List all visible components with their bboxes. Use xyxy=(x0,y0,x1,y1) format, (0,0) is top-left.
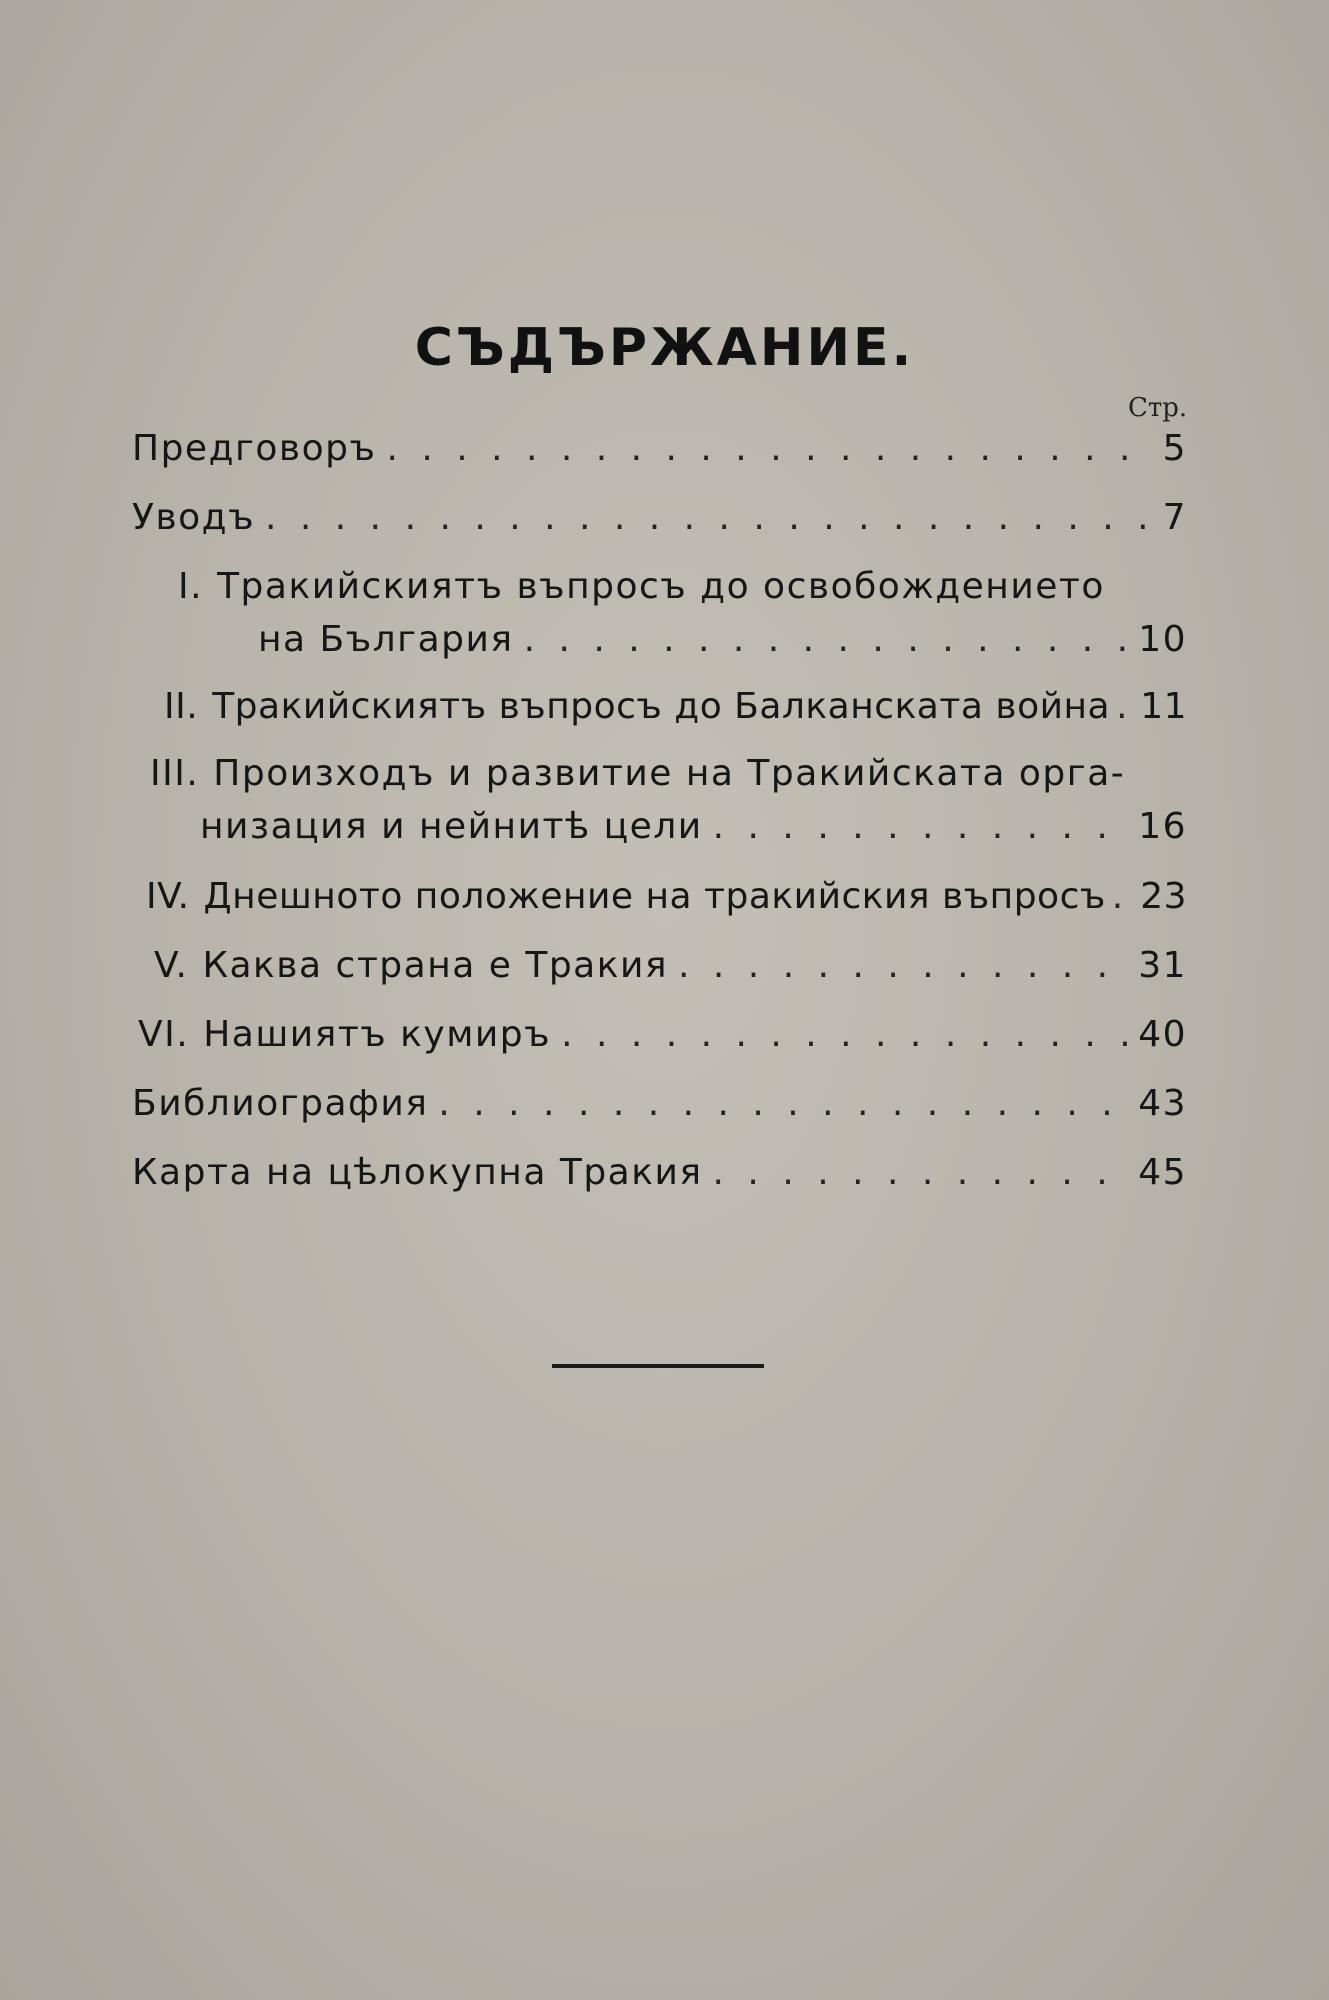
toc-entry-label: Тракийскиятъ въпросъ до Балканската война xyxy=(212,686,1111,727)
toc-entry-page: 10 xyxy=(1138,619,1187,660)
toc-entry-map xyxy=(132,1152,1187,1193)
dot-leader xyxy=(265,497,1153,538)
toc-entry-label: Библиография xyxy=(132,1083,429,1124)
toc-entry-introduction xyxy=(132,497,1187,538)
toc-entry-bibliography xyxy=(132,1083,1187,1124)
toc-entry-page: 5 xyxy=(1162,428,1187,469)
dot-leader xyxy=(678,945,1128,986)
toc-entry-page: 11 xyxy=(1140,686,1187,727)
toc-entry-page: 7 xyxy=(1162,497,1187,538)
dot-leader xyxy=(1112,876,1134,917)
toc-entry-label: Уводъ xyxy=(132,497,256,538)
toc-entry-preface xyxy=(132,428,1187,469)
toc-entry-roman: III. xyxy=(150,753,200,794)
toc-entry-roman: I. xyxy=(178,566,204,607)
toc-entry-label-continued: на България xyxy=(258,619,514,660)
toc-entry-roman: V. xyxy=(154,945,189,986)
dot-leader xyxy=(713,1152,1129,1193)
toc-entry-roman: IV. xyxy=(146,876,190,917)
dot-leader xyxy=(561,1014,1128,1055)
closing-rule xyxy=(552,1364,764,1368)
toc-entry-label: Произходъ и развитие на Тракийската орга- xyxy=(213,753,1126,794)
toc-entry-label: Нашиятъ кумиръ xyxy=(203,1014,552,1055)
page-title: СЪДЪРЖАНИЕ. xyxy=(414,318,915,378)
toc-entry-roman: II. xyxy=(164,686,199,727)
dot-leader xyxy=(713,806,1129,847)
toc-entry-chapter-3-line-1 xyxy=(150,753,1150,794)
toc-entry-chapter-6 xyxy=(138,1014,1187,1055)
page-column-label: Стр. xyxy=(1128,393,1188,423)
toc-entry-label: Карта на цѣлокупна Тракия xyxy=(132,1152,703,1193)
toc-entry-page: 45 xyxy=(1138,1152,1187,1193)
dot-leader xyxy=(386,428,1152,469)
toc-entry-label: Предговоръ xyxy=(132,428,377,469)
toc-entry-label-continued: низация и нейнитѣ цели xyxy=(200,806,703,847)
toc-entry-page: 23 xyxy=(1140,876,1187,917)
toc-entry-page: 16 xyxy=(1138,806,1187,847)
toc-entry-label: Тракийскиятъ въпросъ до освобождението xyxy=(217,566,1105,607)
toc-entry-chapter-2 xyxy=(164,686,1187,727)
toc-entry-page: 43 xyxy=(1138,1083,1187,1124)
dot-leader xyxy=(1116,686,1134,727)
dot-leader xyxy=(438,1083,1128,1124)
toc-entry-roman: VI. xyxy=(138,1014,190,1055)
toc-entry-chapter-4 xyxy=(146,876,1187,917)
toc-entry-label: Каква страна е Тракия xyxy=(202,945,669,986)
toc-entry-chapter-3-line-2 xyxy=(200,806,1187,847)
toc-entry-page: 40 xyxy=(1138,1014,1187,1055)
toc-entry-chapter-1-line-1 xyxy=(178,566,1138,607)
toc-entry-chapter-1-line-2 xyxy=(258,619,1187,660)
dot-leader xyxy=(524,619,1129,660)
toc-entry-page: 31 xyxy=(1138,945,1187,986)
toc-entry-chapter-5 xyxy=(154,945,1187,986)
toc-entry-label: Днешното положение на тракийския въпросъ xyxy=(203,876,1106,917)
